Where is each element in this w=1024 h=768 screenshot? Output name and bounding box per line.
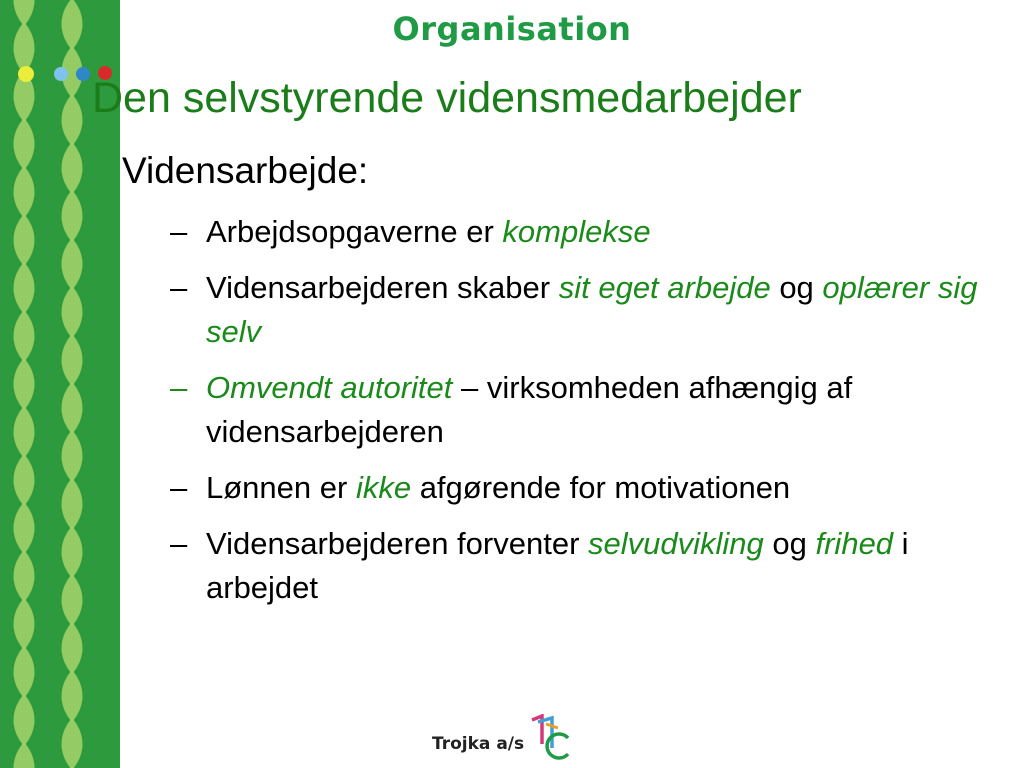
logo-mark-icon <box>528 714 570 760</box>
sub-bullet-item <box>170 266 1000 354</box>
item-text: afgørende for motivationen <box>411 470 791 505</box>
header-title: Organisation <box>392 10 632 48</box>
item-emphasis: selvudvikling <box>588 526 764 561</box>
item-emphasis: sit eget arbejde <box>558 270 771 305</box>
item-text: Arbejdsopgaverne er <box>206 214 503 249</box>
dot-blue-icon <box>76 67 90 81</box>
dot-yellow-icon <box>18 66 34 82</box>
item-text: i arbejdet <box>206 526 909 605</box>
sub-bullet-list <box>170 210 1000 622</box>
bullet-dash: – <box>170 214 188 249</box>
bullet-dash: – <box>170 370 188 405</box>
logo-text: Trojka a/s <box>432 734 525 754</box>
item-text: Vidensarbejderen skaber <box>206 270 559 305</box>
sub-bullet-item <box>170 522 1000 610</box>
item-emphasis: oplærer sig selv <box>206 270 978 349</box>
item-emphasis: ikke <box>355 470 412 505</box>
bullet-dash: – <box>170 526 188 561</box>
main-bullet: Vidensarbejde: <box>122 150 369 191</box>
item-emphasis: komplekse <box>502 214 651 249</box>
item-text: – virksomheden afhængig af vidensarbejderen <box>206 370 853 449</box>
bullet-dash: – <box>170 270 188 305</box>
item-text: Vidensarbejderen forventer <box>206 526 589 561</box>
slide-title: Den selvstyrende vidensmedarbejder <box>92 74 802 122</box>
sub-bullet-item <box>170 466 1000 510</box>
item-emphasis: Omvendt autoritet <box>206 370 453 405</box>
item-text: og <box>763 526 816 561</box>
sub-bullet-item <box>170 366 1000 454</box>
bullet-dash: – <box>170 470 188 505</box>
item-text: og <box>770 270 823 305</box>
dot-light-blue-icon <box>54 67 68 81</box>
item-text: Lønnen er <box>206 470 356 505</box>
sub-bullet-item <box>170 210 1000 254</box>
item-emphasis: frihed <box>815 526 894 561</box>
trojka-logo <box>424 708 576 768</box>
